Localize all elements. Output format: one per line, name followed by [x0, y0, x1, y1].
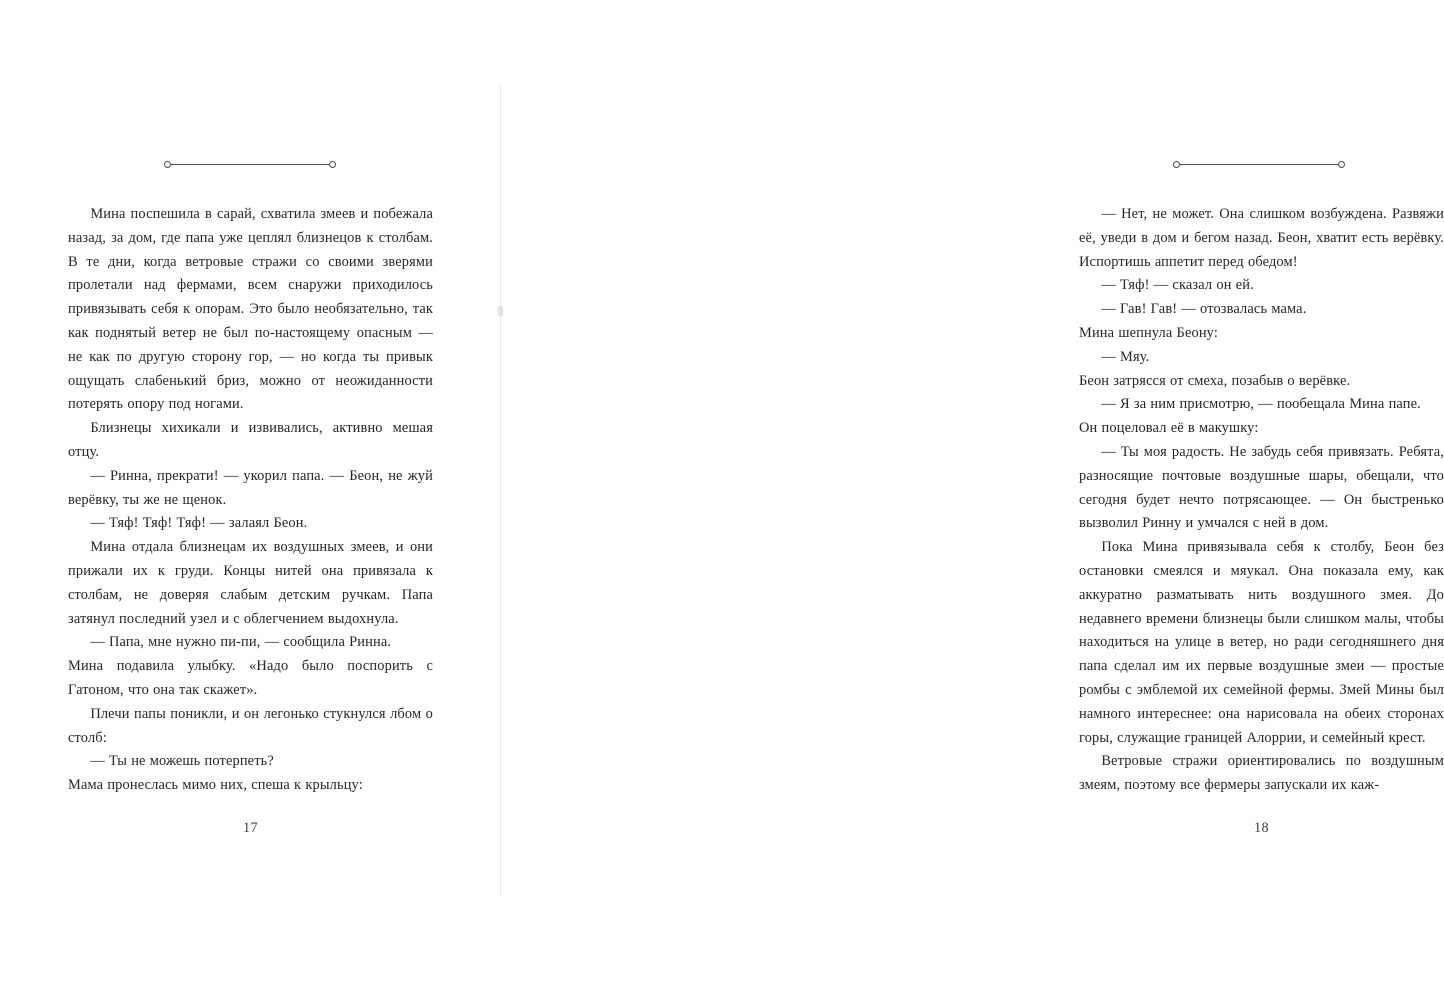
ornament-rule-left: [164, 158, 336, 172]
right-page-text-column: [1079, 203, 1444, 798]
paragraph: Мина отдала близнецам их воздушных змеев, и они прижали их к груди. Концы нитей она привязала к столбам, не доверяя слабым детским ручкам. Папа затянул последний узел и с облегчением выдохнула.: [68, 539, 433, 627]
paragraph: Мина шепнула Беону:: [1079, 324, 1218, 341]
paragraph: Мама пронеслась мимо них, спеша к крыльцу:: [68, 777, 363, 794]
paragraph: — Тяф! Тяф! Тяф! — залаял Беон.: [90, 515, 308, 532]
left-page: [0, 0, 500, 1000]
paragraph: Плечи папы поникли, и он легонько стукнулся лбом о столб:: [68, 705, 433, 746]
left-page-text-column: [68, 203, 433, 798]
paragraph: — Нет, не может. Она слишком возбуждена. Развяжи её, уведи в дом и бегом назад. Беон, хватит есть верёвку. Испортишь аппетит перед обедом!: [1079, 206, 1444, 270]
paragraph: — Папа, мне нужно пи-пи, — сообщила Ринна.: [90, 634, 392, 651]
paragraph: Пока Мина привязывала себя к столбу, Беон без остановки смеялся и мяукал. Она показала ему, как аккуратно разматывать нить воздушного змея. До недавнего времени близнецы были слишком малы, чтобы находиться на улице в ветер, но ради сегодняшнего дня папа сделал им их первые воздушные змеи — простые ромбы с эмблемой их семейной фермы. Змей Мины был намного интереснее: она нарисовала на обеих сторонах горы, служащие границей Алоррии, и семейный крест.: [1079, 539, 1444, 746]
ornament-line-icon: [170, 164, 330, 165]
page-number-left: 17: [243, 820, 258, 836]
right-page: [500, 0, 1444, 1000]
paragraph: — Ты моя радость. Не забудь себя привязать. Ребята, разносящие почтовые воздушные шары, обещали, что сегодня будет нечто потрясающее. — Он быстренько вызволил Ринну и умчался с ней в дом.: [1079, 443, 1444, 532]
ornament-dot-right-icon: [1338, 161, 1345, 168]
paragraph: Он поцеловал её в макушку:: [1079, 420, 1259, 437]
paragraph: — Ринна, прекрати! — укорил папа. — Беон, не жуй верёвку, ты же не щенок.: [68, 467, 433, 508]
paragraph: — Тяф! — сказал он ей.: [1101, 277, 1254, 294]
page-number-right: 18: [1254, 820, 1269, 836]
paragraph: Беон затрясся от смеха, позабыв о верёвке.: [1079, 372, 1351, 389]
paragraph: Близнецы хихикали и извивались, активно мешая отцу.: [68, 420, 433, 460]
paragraph: Мина подавила улыбку. «Надо было поспорить с Гатоном, что она так скажет».: [68, 658, 433, 698]
paragraph: — Гав! Гав! — отозвалась мама.: [1101, 301, 1307, 318]
paragraph: — Мяу.: [1101, 348, 1150, 365]
paragraph: — Ты не можешь потерпеть?: [90, 753, 274, 770]
paragraph: Мина поспешила в сарай, схватила змеев и побежала назад, за дом, где папа уже цеплял близнецов к столбам. В те дни, когда ветровые стражи со своими зверями пролетали над фермами, всем снаружи приходилось привязывать себя к опорам. Это было необязательно, так как поднятый ветер не был по-настоящему опасным — не как по другую сторону гор, — но когда ты привык ощущать слабенький бриз, можно от неожиданности потерять опору под ногами.: [68, 206, 433, 413]
ornament-line-icon: [1179, 164, 1339, 165]
paragraph: — Я за ним присмотрю, — пообещала Мина папе.: [1101, 396, 1421, 413]
paragraph: Ветровые стражи ориентировались по воздушным змеям, поэтому все фермеры запускали их каж-: [1079, 753, 1444, 794]
ornament-rule-right: [1173, 158, 1345, 172]
ornament-dot-right-icon: [329, 161, 336, 168]
